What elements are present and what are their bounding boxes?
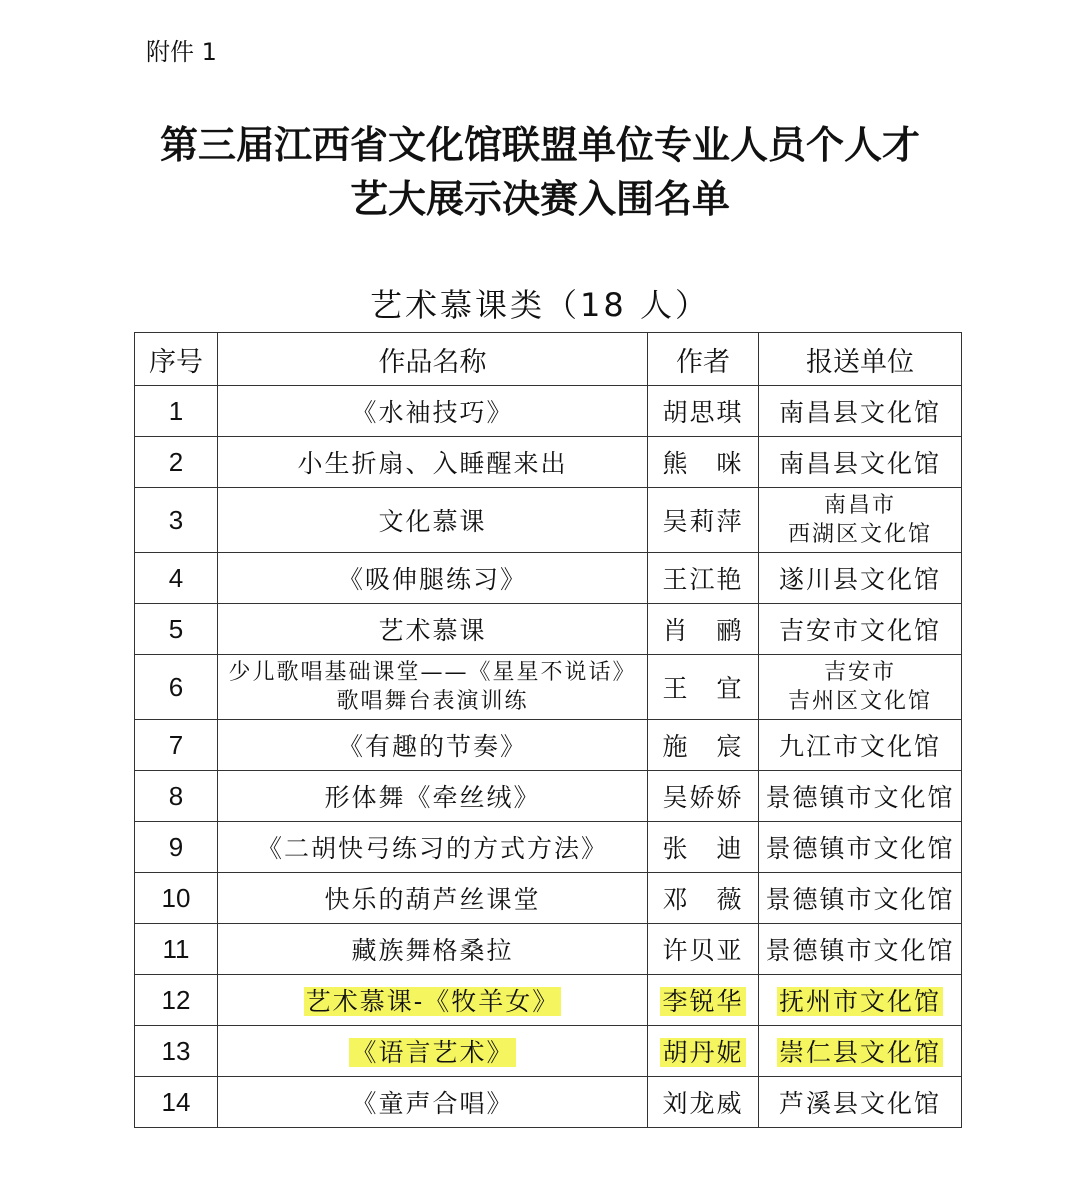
unit-name-line: 南昌市 — [823, 493, 896, 518]
row-number: 11 — [162, 933, 190, 964]
table-row — [135, 924, 962, 975]
work-title-line: 少儿歌唱基础课堂——《星星不说话》 — [228, 660, 637, 685]
table-row — [135, 873, 962, 924]
cell-work-title — [218, 437, 648, 488]
title-line-1: 第三届江西省文化馆联盟单位专业人员个人才 — [159, 122, 920, 167]
cell-work-title — [218, 386, 648, 437]
work-title-line: 《二胡快弓练习的方式方法》 — [256, 834, 608, 863]
author-name: 熊 咪 — [662, 449, 744, 478]
cell-unit — [759, 822, 962, 873]
unit-name-line: 南昌县文化馆 — [778, 398, 941, 427]
cell-number — [135, 975, 218, 1026]
work-title-line: 艺术慕课 — [378, 616, 487, 645]
author-name: 李锐华 — [662, 987, 744, 1016]
cell-work-title — [218, 873, 648, 924]
work-title-line: 小生折扇、入睡醒来出 — [297, 449, 568, 478]
work-title-line: 形体舞《牵丝绒》 — [324, 783, 541, 812]
work-title-line: 《有趣的节奏》 — [337, 732, 527, 761]
row-number: 3 — [168, 504, 184, 535]
row-number: 9 — [168, 831, 184, 862]
unit-name-line: 抚州市文化馆 — [778, 987, 941, 1016]
table-row — [135, 655, 962, 720]
cell-author — [648, 1026, 759, 1077]
table-row — [135, 604, 962, 655]
cell-unit — [759, 873, 962, 924]
author-name: 吴娇娇 — [662, 783, 744, 812]
work-title-line: 《水袖技巧》 — [351, 398, 514, 427]
unit-name-line: 吉州区文化馆 — [787, 689, 932, 714]
table-row — [135, 386, 962, 437]
row-number: 2 — [168, 446, 184, 477]
author-name: 张 迪 — [662, 834, 744, 863]
table-row — [135, 975, 962, 1026]
row-number: 12 — [161, 984, 191, 1015]
cell-author — [648, 873, 759, 924]
table-row — [135, 1026, 962, 1077]
work-title-line: 文化慕课 — [378, 507, 487, 536]
table-row — [135, 771, 962, 822]
cell-number — [135, 1026, 218, 1077]
cell-author — [648, 655, 759, 720]
unit-name-line: 吉安市文化馆 — [778, 616, 941, 645]
unit-name-line: 九江市文化馆 — [778, 732, 941, 761]
cell-unit — [759, 1026, 962, 1077]
author-name: 胡丹妮 — [662, 1038, 744, 1067]
cell-number — [135, 873, 218, 924]
author-name: 邓 薇 — [662, 885, 744, 914]
title-line-2: 艺大展示决赛入围名单 — [349, 176, 730, 221]
cell-author — [648, 720, 759, 771]
cell-author — [648, 386, 759, 437]
work-title-line: 《语言艺术》 — [351, 1038, 514, 1067]
work-title-line: 艺术慕课-《牧羊女》 — [305, 987, 560, 1016]
row-number: 4 — [168, 562, 184, 593]
unit-name-line: 崇仁县文化馆 — [778, 1038, 941, 1067]
cell-number — [135, 437, 218, 488]
cell-unit — [759, 924, 962, 975]
unit-name-line: 南昌县文化馆 — [778, 449, 941, 478]
work-title-line: 《吸伸腿练习》 — [337, 565, 527, 594]
cell-number — [135, 655, 218, 720]
unit-name-line: 吉安市 — [823, 660, 896, 685]
cell-author — [648, 553, 759, 604]
cell-author — [648, 822, 759, 873]
author-name: 王江艳 — [662, 565, 744, 594]
cell-unit — [759, 1077, 962, 1128]
unit-name-line: 遂川县文化馆 — [778, 565, 941, 594]
cell-unit — [759, 386, 962, 437]
work-title-line: 快乐的葫芦丝课堂 — [324, 885, 541, 914]
attachment-label: 附件 1 — [146, 38, 217, 66]
cell-unit — [759, 604, 962, 655]
cell-number — [135, 720, 218, 771]
cell-work-title — [218, 488, 648, 553]
cell-unit — [759, 720, 962, 771]
cell-number — [135, 822, 218, 873]
row-number: 10 — [161, 882, 191, 913]
cell-author — [648, 975, 759, 1026]
cell-number — [135, 771, 218, 822]
finalist-table — [134, 332, 962, 1128]
table-header-row — [135, 333, 962, 386]
table-row — [135, 488, 962, 553]
cell-author — [648, 604, 759, 655]
cell-number — [135, 1077, 218, 1128]
cell-work-title — [218, 655, 648, 720]
cell-work-title — [218, 924, 648, 975]
author-name: 吴莉萍 — [662, 507, 744, 536]
cell-number — [135, 488, 218, 553]
cell-number — [135, 604, 218, 655]
table-body — [135, 386, 962, 1128]
unit-name-line: 芦溪县文化馆 — [778, 1089, 941, 1118]
unit-name-line: 景德镇市文化馆 — [765, 936, 955, 965]
cell-unit — [759, 975, 962, 1026]
row-number: 1 — [168, 395, 184, 426]
work-title-line: 藏族舞格桑拉 — [351, 936, 514, 965]
header-author: 作者 — [648, 333, 759, 386]
row-number: 13 — [161, 1035, 191, 1066]
work-title-line: 《童声合唱》 — [351, 1089, 514, 1118]
author-name: 肖 鹂 — [662, 616, 744, 645]
cell-unit — [759, 655, 962, 720]
table-row — [135, 720, 962, 771]
cell-unit — [759, 437, 962, 488]
unit-name-line: 西湖区文化馆 — [787, 522, 932, 547]
cell-unit — [759, 488, 962, 553]
table-row — [135, 553, 962, 604]
cell-work-title — [218, 975, 648, 1026]
cell-number — [135, 924, 218, 975]
unit-name-line: 景德镇市文化馆 — [765, 834, 955, 863]
category-heading: 艺术慕课类（18 人） — [370, 286, 710, 324]
cell-work-title — [218, 604, 648, 655]
author-name: 胡思琪 — [662, 398, 744, 427]
cell-work-title — [218, 720, 648, 771]
row-number: 7 — [168, 729, 184, 760]
header-work-title: 作品名称 — [218, 333, 648, 386]
cell-unit — [759, 553, 962, 604]
cell-work-title — [218, 822, 648, 873]
table-row — [135, 437, 962, 488]
header-unit: 报送单位 — [759, 333, 962, 386]
row-number: 8 — [168, 780, 184, 811]
author-name: 许贝亚 — [662, 936, 744, 965]
cell-author — [648, 488, 759, 553]
cell-work-title — [218, 1077, 648, 1128]
unit-name-line: 景德镇市文化馆 — [765, 885, 955, 914]
author-name: 刘龙威 — [662, 1089, 744, 1118]
document-title — [0, 118, 1080, 226]
work-title-line: 歌唱舞台表演训练 — [336, 689, 529, 714]
cell-number — [135, 553, 218, 604]
unit-name-line: 景德镇市文化馆 — [765, 783, 955, 812]
row-number: 6 — [168, 671, 184, 702]
cell-author — [648, 771, 759, 822]
row-number: 5 — [168, 613, 184, 644]
cell-number — [135, 386, 218, 437]
table-row — [135, 822, 962, 873]
cell-work-title — [218, 771, 648, 822]
author-name: 王 宜 — [662, 674, 744, 703]
row-number: 14 — [161, 1086, 191, 1117]
author-name: 施 宸 — [662, 732, 744, 761]
cell-work-title — [218, 1026, 648, 1077]
table-row — [135, 1077, 962, 1128]
cell-work-title — [218, 553, 648, 604]
cell-author — [648, 1077, 759, 1128]
cell-author — [648, 924, 759, 975]
cell-unit — [759, 771, 962, 822]
header-number: 序号 — [135, 333, 218, 386]
cell-author — [648, 437, 759, 488]
